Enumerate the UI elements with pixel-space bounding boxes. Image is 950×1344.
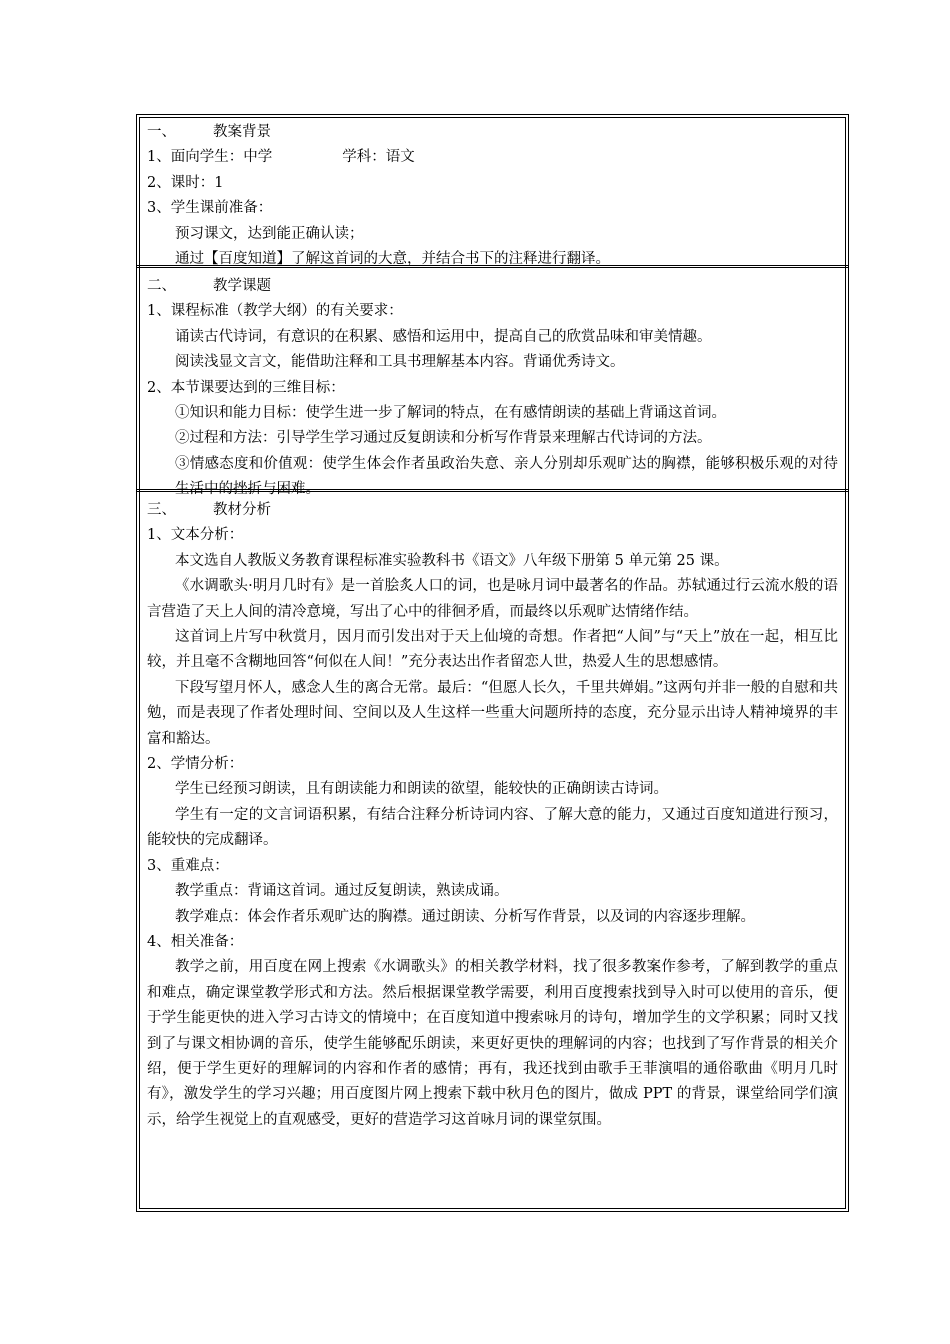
section-heading-3: 三、 教材分析 <box>147 502 271 518</box>
row-divider <box>137 489 848 492</box>
student-prep-item: 通过【百度知道】了解这首词的大意，并结合书下的注释进行翻译。 <box>175 251 610 268</box>
preparation-para: 教学之前，用百度在网上搜索《水调歌头》的相关教学材料，找了很多教案作参考，了解到教学的重点和难点，确定课堂教学形式和方法。然后根据课堂教学需要，利用百度搜索找到导入时可以使用的音乐，便于学生能更快的进入学习古诗文的情境中；在百度知道中搜索咏月的诗句，增加学生的文学积累；同时又找到了与课文相协调的音乐，使学生能够配乐朗读，来更好更快的理解词的内容；也找到了写作背景的相关介绍，便于学生更好的理解词的内容和作者的感情；再有，我还找到由歌手王菲演唱的通俗歌曲《明月几时有》，激发学生的学习兴趣；用百度图片网上搜索下载中秋月色的图片，做成 PPT 的背景，课堂给同学们演示，给学生视觉上的直观感受，更好的营造学习这首咏月词的课堂氛围。 <box>147 959 838 1128</box>
section-topic <box>137 269 848 503</box>
audience-subject-row: 1、面向学生：中学 学科：语文 <box>147 149 415 166</box>
curriculum-standard-item: 阅读浅显文言文，能借助注释和工具书理解基本内容。背诵优秀诗文。 <box>175 354 625 371</box>
row-divider <box>137 265 848 268</box>
text-analysis-para: 本文选自人教版义务教育课程标准实验教科书《语文》八年级下册第 5 单元第 25 课。 <box>175 552 729 569</box>
section-heading-2: 二、 教学课题 <box>147 278 271 294</box>
text-analysis-para: 这首词上片写中秋赏月，因月而引发出对于天上仙境的奇想。作者把“人间”与“天上”放在一起，相互比较，并且毫不含糊地回答“何似在人间！”充分表达出作者留恋人世，热爱人生的思想感情。 <box>147 629 838 671</box>
preparation-title: 4、相关准备： <box>147 933 244 950</box>
text-analysis-title: 1、文本分析： <box>147 527 244 544</box>
goals-title: 2、本节课要达到的三维目标： <box>147 379 345 396</box>
learner-analysis-para: 学生已经预习朗读，且有朗读能力和朗读的欲望，能较快的正确朗读古诗词。 <box>175 781 668 798</box>
curriculum-standard-title: 1、课程标准（教学大纲）的有关要求： <box>147 303 403 320</box>
goal-item: ③情感态度和价值观：使学生体会作者虽政治失意、亲人分别却乐观旷达的胸襟，能够积极乐观的对待生活中的挫折与困难。 <box>175 455 838 498</box>
section-background <box>137 115 848 272</box>
difficult-point: 教学难点：体会作者乐观旷达的胸襟。通过朗读、分析写作背景，以及词的内容逐步理解。 <box>175 908 755 925</box>
text-analysis-para: 《水调歌头·明月几时有》是一首脍炙人口的词，也是咏月词中最著名的作品。苏轼通过行云流水般的语言营造了天上人间的清冷意境，写出了心中的徘徊矛盾，而最终以乐观旷达情绪作结。 <box>147 578 838 620</box>
goal-item: ②过程和方法：引导学生学习通过反复朗读和分析写作背景来理解古代诗词的方法。 <box>175 430 712 447</box>
key-points-title: 3、重难点： <box>147 857 229 874</box>
lesson-plan-table <box>136 114 849 1212</box>
section-material-analysis <box>137 493 848 1133</box>
learner-analysis-title: 2、学情分析： <box>147 756 244 773</box>
learner-analysis-para: 学生有一定的文言词语积累，有结合注释分析诗词内容、了解大意的能力，又通过百度知道进行预习，能较快的完成翻译。 <box>147 806 838 849</box>
section-heading-1: 一、 教案背景 <box>147 124 271 140</box>
class-hours: 2、课时：1 <box>147 174 224 191</box>
curriculum-standard-item: 诵读古代诗词，有意识的在积累、感悟和运用中，提高自己的欣赏品味和审美情趣。 <box>175 328 712 345</box>
student-prep-item: 预习课文，达到能正确认读； <box>175 225 364 242</box>
goal-item: ①知识和能力目标：使学生进一步了解词的特点，在有感情朗读的基础上背诵这首词。 <box>175 405 726 422</box>
student-prep-title: 3、学生课前准备： <box>147 200 273 217</box>
key-point: 教学重点：背诵这首词。通过反复朗读，熟读成诵。 <box>175 883 509 900</box>
text-analysis-para: 下段写望月怀人，感念人生的离合无常。最后：“但愿人长久，千里共婵娟。”这两句并非一般的自慰和共勉，而是表现了作者处理时间、空间以及人生这样一些重大问题所持的态度，充分显示出诗人精神境界的丰富和豁达。 <box>147 679 838 747</box>
